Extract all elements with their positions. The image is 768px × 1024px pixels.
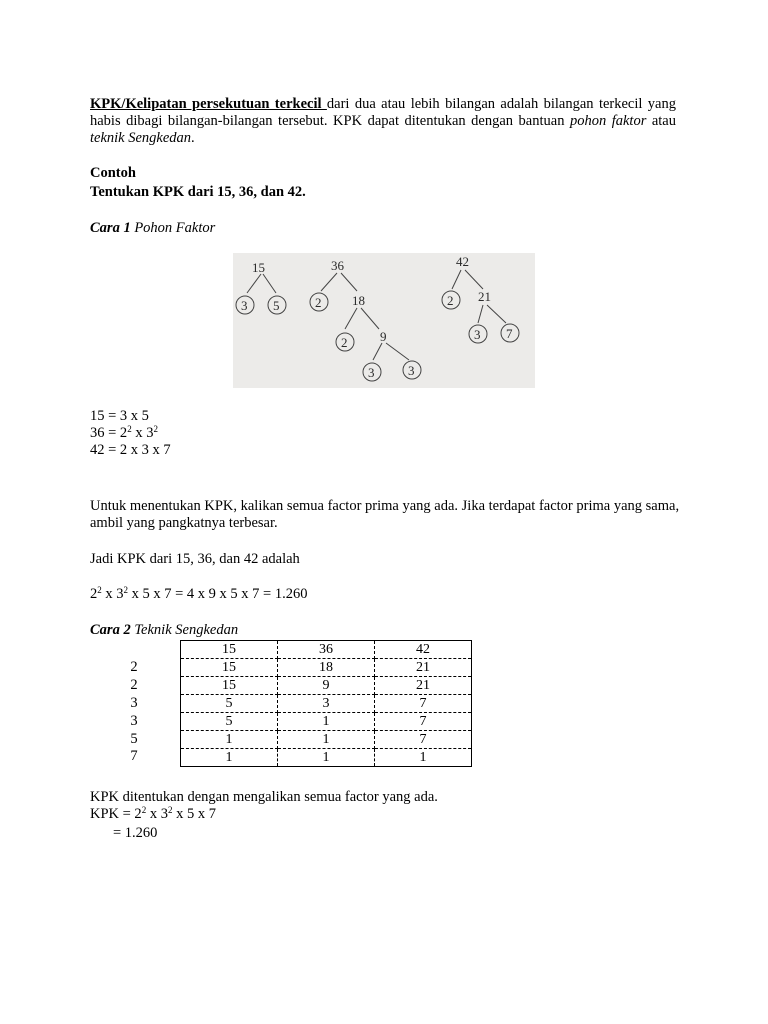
exponent: 2 <box>167 805 173 815</box>
tree-root-42: 42 <box>456 254 469 269</box>
final-tail: x 5 x 7 <box>172 806 216 822</box>
table-row <box>181 677 472 695</box>
intro-text-2: atau <box>646 113 676 129</box>
method2-name: Teknik Sengkedan <box>130 622 239 638</box>
final-line-1-text: KPK ditentukan dengan mengalikan semua factor yang ada. <box>90 789 438 805</box>
conclusion-text: Jadi KPK dari 15, 36, dan 42 adalah <box>90 551 300 567</box>
table-cell: 1 <box>181 749 278 767</box>
factorization-42 <box>90 442 171 459</box>
final-base: KPK = 2 <box>90 806 142 822</box>
factor-tree-image <box>233 253 535 388</box>
table-cell: 1 <box>181 731 278 749</box>
table-cell: 36 <box>278 641 375 659</box>
intro-italic-2: teknik Sengkedan <box>90 130 192 146</box>
final-line-2 <box>90 806 216 823</box>
tree-node: 18 <box>352 293 365 308</box>
tree-node: 3 <box>408 363 415 378</box>
table-cell: 7 <box>375 731 472 749</box>
method1-name: Pohon Faktor <box>130 220 216 236</box>
tree-node: 3 <box>241 298 248 313</box>
table-cell: 21 <box>375 659 472 677</box>
table-row <box>181 713 472 731</box>
method1-label: Cara 1 <box>90 220 131 236</box>
exponent: 2 <box>123 585 128 595</box>
table-cell: 5 <box>181 713 278 731</box>
result-base: 2 <box>90 586 98 602</box>
intro-text-3: . <box>191 130 195 146</box>
table-row <box>181 659 472 677</box>
tree-root-36: 36 <box>331 258 344 273</box>
table-cell: 18 <box>278 659 375 677</box>
tree-node: 3 <box>474 327 481 342</box>
tree-node: 9 <box>380 329 387 344</box>
sengkedan-table <box>180 640 472 767</box>
explanation-text: Untuk menentukan KPK, kalikan semua factor prima yang ada. Jika terdapat factor prima yang sama, ambil yang pangkatnya terbesar. <box>90 498 680 531</box>
factorization-15 <box>90 408 149 425</box>
factorization-42-text: 42 = 2 x 3 x 7 <box>90 442 171 458</box>
example-heading <box>90 165 136 182</box>
table-cell: 1 <box>278 713 375 731</box>
table-cell: 1 <box>375 749 472 767</box>
method2-label: Cara 2 <box>90 622 131 638</box>
final-mid: x 3 <box>146 806 168 822</box>
table-cell: 15 <box>181 677 278 695</box>
table-cell: 21 <box>375 677 472 695</box>
table-cell: 15 <box>181 641 278 659</box>
example-question <box>90 184 306 201</box>
tree-node: 5 <box>273 298 280 313</box>
factorization-36-mid: x 3 <box>131 425 154 441</box>
example-heading-text: Contoh <box>90 165 136 181</box>
example-question-text: Tentukan KPK dari 15, 36, dan 42. <box>90 184 306 200</box>
final-line-3 <box>113 825 157 842</box>
exponent: 2 <box>153 424 158 434</box>
exponent: 2 <box>97 585 102 595</box>
table-cell: 1 <box>278 749 375 767</box>
table-row <box>181 695 472 713</box>
divisor-column <box>124 659 144 766</box>
tree-node: 2 <box>447 293 454 308</box>
tree-node: 7 <box>506 326 513 341</box>
divisor: 3 <box>130 712 138 729</box>
tree-node: 2 <box>341 335 348 350</box>
exponent: 2 <box>127 424 132 434</box>
table-cell: 7 <box>375 695 472 713</box>
divisor: 3 <box>130 694 138 711</box>
conclusion-line <box>90 551 300 568</box>
divisor: 2 <box>130 659 138 675</box>
table-cell: 5 <box>181 695 278 713</box>
table-row <box>181 641 472 659</box>
table-cell: 7 <box>375 713 472 731</box>
explanation-paragraph <box>90 498 680 532</box>
table-cell: 15 <box>181 659 278 677</box>
result-mid: x 3 <box>101 586 124 602</box>
table-cell: 42 <box>375 641 472 659</box>
factorization-36 <box>90 425 158 442</box>
tree-node: 3 <box>368 365 375 380</box>
table-cell: 9 <box>278 677 375 695</box>
table-cell: 3 <box>278 695 375 713</box>
method2-heading <box>90 622 238 639</box>
result-tail: x 5 x 7 = 4 x 9 x 5 x 7 = 1.260 <box>128 586 308 602</box>
kpk-term: KPK/Kelipatan persekutuan terkecil <box>90 96 327 112</box>
factorization-36-base: 36 = 2 <box>90 425 128 441</box>
divisor: 2 <box>130 676 138 693</box>
divisor: 7 <box>130 748 138 765</box>
method1-heading <box>90 220 215 237</box>
tree-node: 21 <box>478 289 491 304</box>
tree-node: 2 <box>315 295 322 310</box>
result-line <box>90 586 307 603</box>
exponent: 2 <box>141 805 147 815</box>
tree-root-15: 15 <box>252 260 265 275</box>
intro-paragraph <box>90 96 676 147</box>
final-result: = 1.260 <box>113 825 158 841</box>
divisor: 5 <box>130 730 138 747</box>
table-row <box>181 749 472 767</box>
table-row <box>181 731 472 749</box>
factor-tree-svg <box>233 253 535 388</box>
factorization-15-text: 15 = 3 x 5 <box>90 408 149 424</box>
intro-text-1: dari dua atau lebih bilangan adalah bilangan terkecil yang habis dibagi bilangan-bilangan tersebut. KPK dapat ditentukan dengan bantuan <box>90 96 676 129</box>
final-line-1 <box>90 789 438 806</box>
table-cell: 1 <box>278 731 375 749</box>
intro-italic-1: pohon faktor <box>569 113 647 129</box>
